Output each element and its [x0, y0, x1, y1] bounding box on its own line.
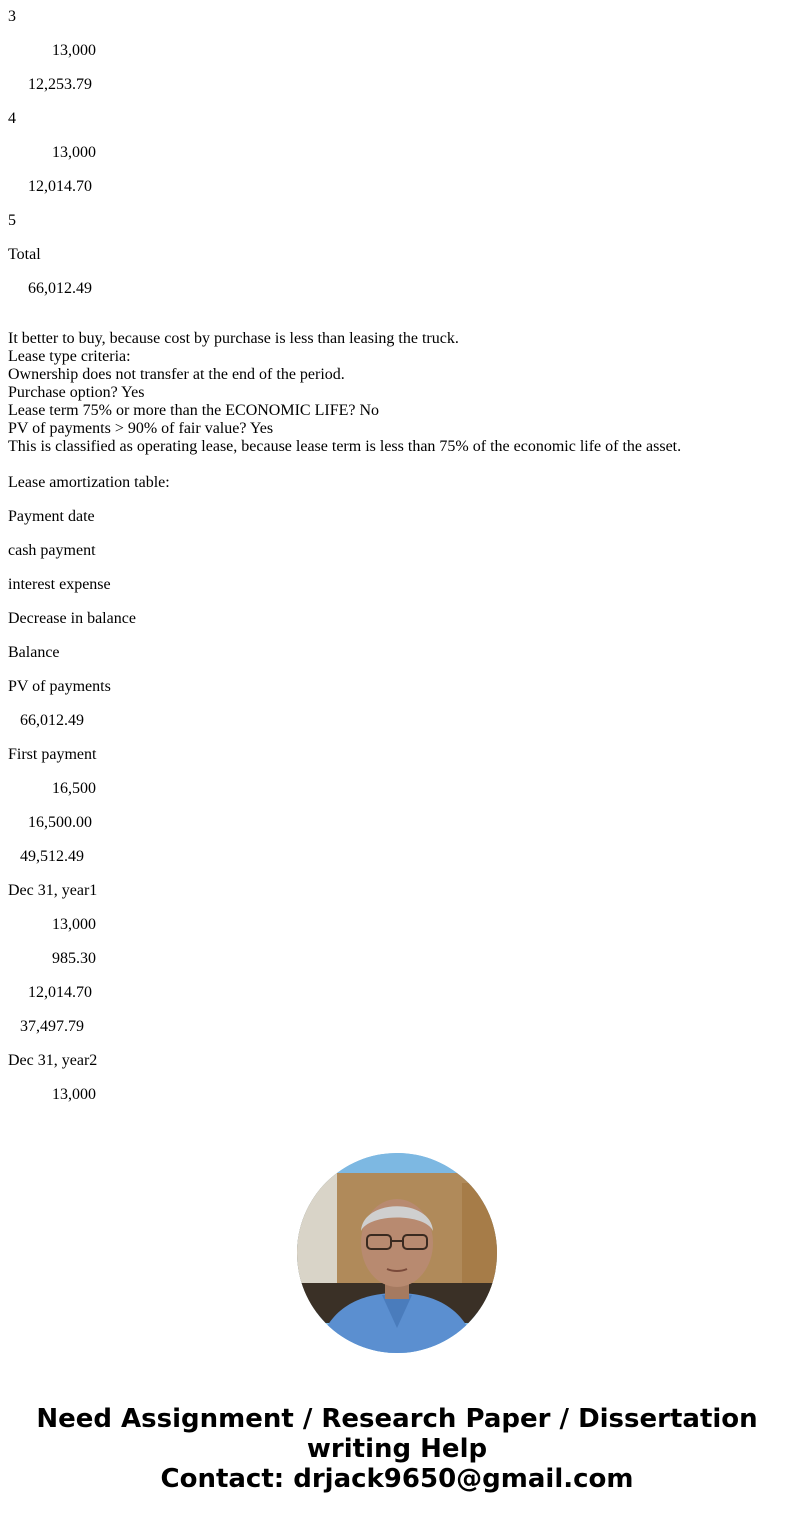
- column-header: Balance: [8, 644, 60, 661]
- criteria-item: Lease term 75% or more than the ECONOMIC LIFE? No: [8, 402, 380, 419]
- promo-line-2: writing Help: [306, 1434, 488, 1464]
- document-body: [8, 8, 786, 1120]
- row-pv: 12,014.70: [28, 178, 92, 195]
- amort-row-date: First payment: [8, 746, 97, 763]
- classification-text: This is classified as operating lease, because lease term is less than 75% of the economic life of the asset.: [8, 438, 682, 455]
- criteria-item: Purchase option? Yes: [8, 384, 145, 401]
- column-header: cash payment: [8, 542, 96, 559]
- column-header: Payment date: [8, 508, 95, 525]
- amort-row-balance: 37,497.79: [20, 1018, 84, 1035]
- promo-contact: Contact: drjack9650@gmail.com: [160, 1464, 634, 1494]
- row-payment: 13,000: [52, 144, 96, 161]
- column-header: interest expense: [8, 576, 111, 593]
- row-label: 5: [8, 212, 16, 229]
- author-avatar: [297, 1153, 497, 1353]
- amort-row-decrease: 16,500.00: [28, 814, 92, 831]
- row-pv: 12,253.79: [28, 76, 92, 93]
- amort-row-decrease: 12,014.70: [28, 984, 92, 1001]
- criteria-item: PV of payments > 90% of fair value? Yes: [8, 420, 274, 437]
- amort-row-date: Dec 31, year2: [8, 1052, 98, 1069]
- row-label: 4: [8, 110, 16, 127]
- total-value: 66,012.49: [28, 280, 92, 297]
- amort-row-cash: 13,000: [52, 916, 96, 933]
- row-payment: 13,000: [52, 42, 96, 59]
- amort-row-interest: 985.30: [52, 950, 96, 967]
- amort-row-cash: 13,000: [52, 1086, 96, 1103]
- promo-banner: [0, 1404, 794, 1494]
- amort-row-date: Dec 31, year1: [8, 882, 98, 899]
- total-label: Total: [8, 246, 41, 263]
- promo-line-1: Need Assignment / Research Paper / Dissertation: [36, 1404, 758, 1434]
- amort-row-balance: 66,012.49: [20, 712, 84, 729]
- author-portrait-illustration: [297, 1153, 497, 1353]
- amort-row-cash: 16,500: [52, 780, 96, 797]
- column-header: Decrease in balance: [8, 610, 136, 627]
- criteria-heading: Lease type criteria:: [8, 348, 131, 365]
- conclusion-text: It better to buy, because cost by purchase is less than leasing the truck.: [8, 330, 459, 347]
- analysis-block: [8, 330, 786, 456]
- amort-row-balance: 49,512.49: [20, 848, 84, 865]
- amortization-heading: Lease amortization table:: [8, 474, 170, 491]
- row-label: 3: [8, 8, 16, 25]
- amort-row-date: PV of payments: [8, 678, 111, 695]
- criteria-item: Ownership does not transfer at the end of the period.: [8, 366, 345, 383]
